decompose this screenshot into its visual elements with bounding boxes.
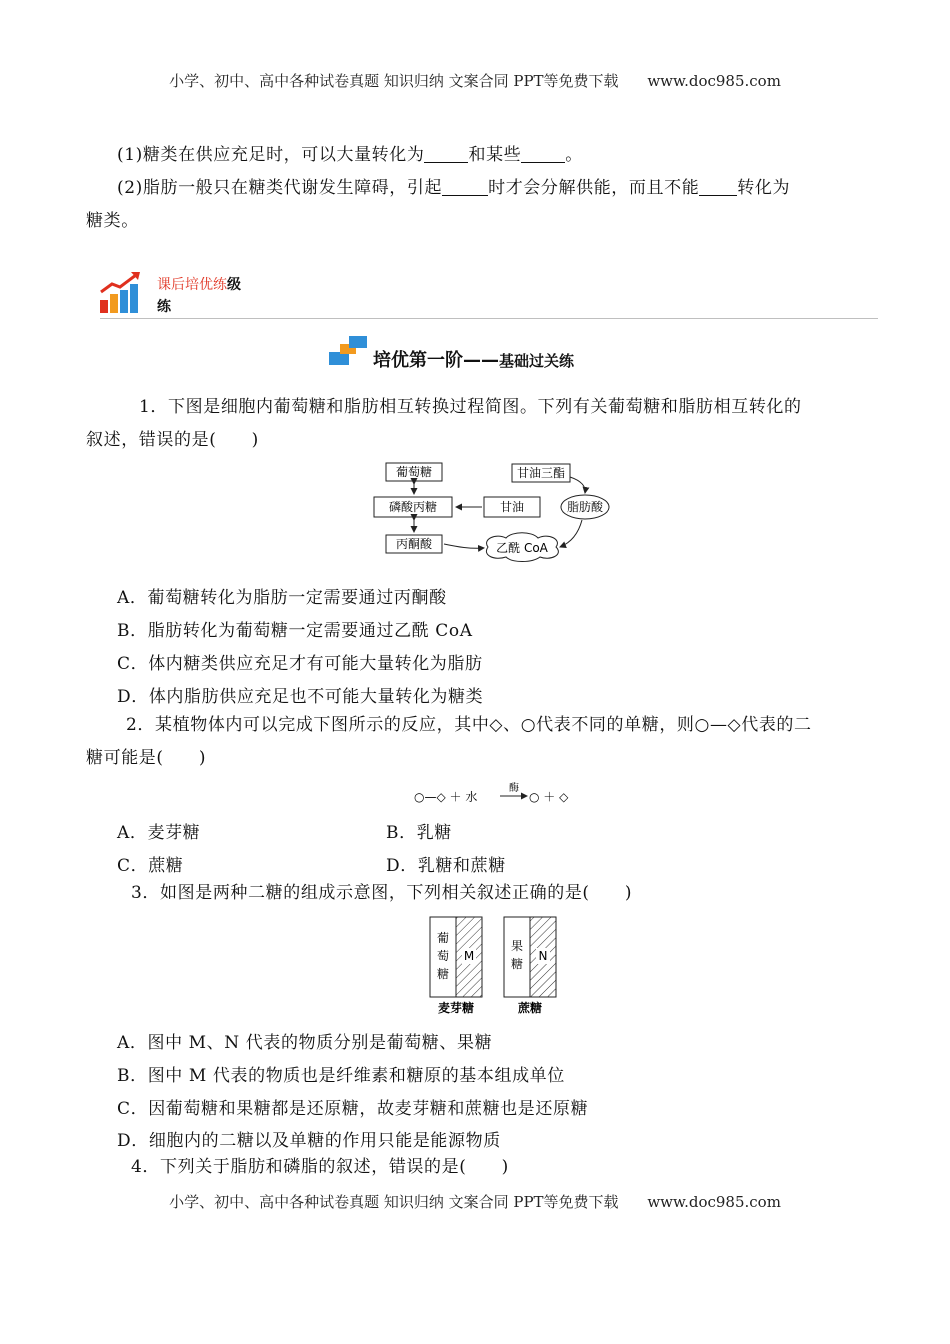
fatty-acid-label: 脂肪酸 bbox=[566, 500, 604, 514]
q1-option-c[interactable]: C．体内糖类供应充足才有可能大量转化为脂肪 bbox=[117, 654, 483, 674]
page-footer bbox=[0, 1191, 950, 1212]
q3-stem: 3．如图是两种二糖的组成示意图，下列相关叙述正确的是( ) bbox=[131, 883, 633, 903]
blank bbox=[442, 177, 488, 196]
triose-phosphate-label: 磷酸丙糖 bbox=[388, 500, 438, 514]
header-text: 小学、初中、高中各种试卷真题 知识归纳 文案合同 PPT等免费下载 bbox=[169, 72, 619, 90]
sucrose-label: 蔗糖 bbox=[517, 1001, 543, 1015]
q1-diagram bbox=[370, 455, 620, 570]
section-title-black: 级 bbox=[227, 277, 241, 293]
tier-title-main: 培优第一阶 bbox=[373, 350, 463, 371]
enzyme-label: 酶 bbox=[509, 783, 519, 794]
maltose-label: 麦芽糖 bbox=[437, 1001, 475, 1015]
page-header bbox=[0, 70, 950, 91]
acetyl-coa-label: 乙酰 CoA bbox=[496, 541, 548, 555]
intro-q1-text-b: 和某些 bbox=[468, 145, 522, 165]
section-title-red: 课后培优练 bbox=[157, 277, 227, 293]
intro-q2-text-a: (2)脂肪一般只在糖类代谢发生障碍，引起 bbox=[117, 178, 443, 198]
section-title-line2: 练 bbox=[157, 299, 171, 315]
header-site[interactable]: www.doc985.com bbox=[647, 72, 781, 90]
intro-q2-text-b: 时才会分解供能，而且不能 bbox=[488, 178, 700, 198]
q3-option-b[interactable]: B．图中 M 代表的物质也是纤维素和糖原的基本组成单位 bbox=[117, 1066, 565, 1086]
pyruvate-label: 丙酮酸 bbox=[395, 537, 433, 551]
sucrose-left-char: 糖 bbox=[510, 957, 524, 971]
q4-stem: 4．下列关于脂肪和磷脂的叙述，错误的是( ) bbox=[131, 1157, 509, 1177]
maltose-left-char: 葡 bbox=[436, 931, 450, 945]
q1-option-d[interactable]: D．体内脂肪供应充足也不可能大量转化为糖类 bbox=[117, 687, 484, 707]
q2-option-c[interactable]: C．蔗糖 bbox=[117, 856, 184, 876]
q2-stem-line2: 糖可能是( ) bbox=[86, 748, 207, 768]
sucrose-left-char: 果 bbox=[510, 939, 524, 953]
reaction-left: ○—◇ ＋ 水 bbox=[414, 790, 478, 804]
q2-option-b[interactable]: B．乳糖 bbox=[386, 823, 452, 843]
growth-chart-icon bbox=[98, 270, 144, 316]
triglyceride-label: 甘油三酯 bbox=[516, 466, 566, 480]
tier-title-dash: —— bbox=[463, 350, 499, 371]
q1-option-b[interactable]: B．脂肪转化为葡萄糖一定需要通过乙酰 CoA bbox=[117, 621, 473, 641]
divider bbox=[100, 318, 878, 319]
q1-stem-line2: 叙述，错误的是( ) bbox=[86, 430, 259, 450]
q3-option-d[interactable]: D．细胞内的二糖以及单糖的作用只能是能源物质 bbox=[117, 1131, 501, 1151]
blank bbox=[424, 144, 468, 163]
q3-option-a[interactable]: A．图中 M、N 代表的物质分别是葡萄糖、果糖 bbox=[117, 1033, 493, 1053]
q1-option-a[interactable]: A．葡萄糖转化为脂肪一定需要通过丙酮酸 bbox=[117, 588, 447, 608]
q2-option-a[interactable]: A．麦芽糖 bbox=[117, 823, 201, 843]
glycerol-label: 甘油 bbox=[499, 500, 525, 514]
intro-q2 bbox=[117, 172, 790, 205]
reaction-right: ○ ＋ ◇ bbox=[529, 790, 569, 804]
intro-q1 bbox=[117, 139, 583, 172]
footer-site[interactable]: www.doc985.com bbox=[647, 1193, 781, 1211]
mark-n: N bbox=[538, 949, 548, 963]
q2-stem-line1: 2．某植物体内可以完成下图所示的反应，其中◇、○代表不同的单糖，则○—◇代表的二 bbox=[126, 715, 812, 735]
mark-m: M bbox=[463, 949, 475, 963]
glucose-label: 葡萄糖 bbox=[395, 465, 433, 479]
blocks-icon bbox=[329, 335, 369, 367]
q1-stem-line1: 1．下图是细胞内葡萄糖和脂肪相互转换过程简图。下列有关葡萄糖和脂肪相互转化的 bbox=[139, 397, 802, 417]
intro-q2-cont: 糖类。 bbox=[86, 211, 139, 231]
blank bbox=[521, 144, 565, 163]
blank bbox=[699, 177, 737, 196]
maltose-left-char: 糖 bbox=[436, 967, 450, 981]
maltose-left-char: 萄 bbox=[436, 949, 450, 963]
intro-q2-text-c: 转化为 bbox=[737, 178, 791, 198]
section-title bbox=[157, 274, 241, 318]
tier-title bbox=[373, 346, 574, 372]
intro-q1-text-a: (1)糖类在供应充足时，可以大量转化为 bbox=[117, 145, 425, 165]
footer-text: 小学、初中、高中各种试卷真题 知识归纳 文案合同 PPT等免费下载 bbox=[169, 1193, 619, 1211]
q3-diagram bbox=[420, 912, 570, 1017]
q2-option-d[interactable]: D．乳糖和蔗糖 bbox=[386, 856, 506, 876]
tier-title-sub: 基础过关练 bbox=[499, 352, 575, 370]
q2-reaction bbox=[410, 780, 580, 808]
intro-q1-text-c: 。 bbox=[565, 145, 583, 165]
q3-option-c[interactable]: C．因葡萄糖和果糖都是还原糖，故麦芽糖和蔗糖也是还原糖 bbox=[117, 1099, 589, 1119]
